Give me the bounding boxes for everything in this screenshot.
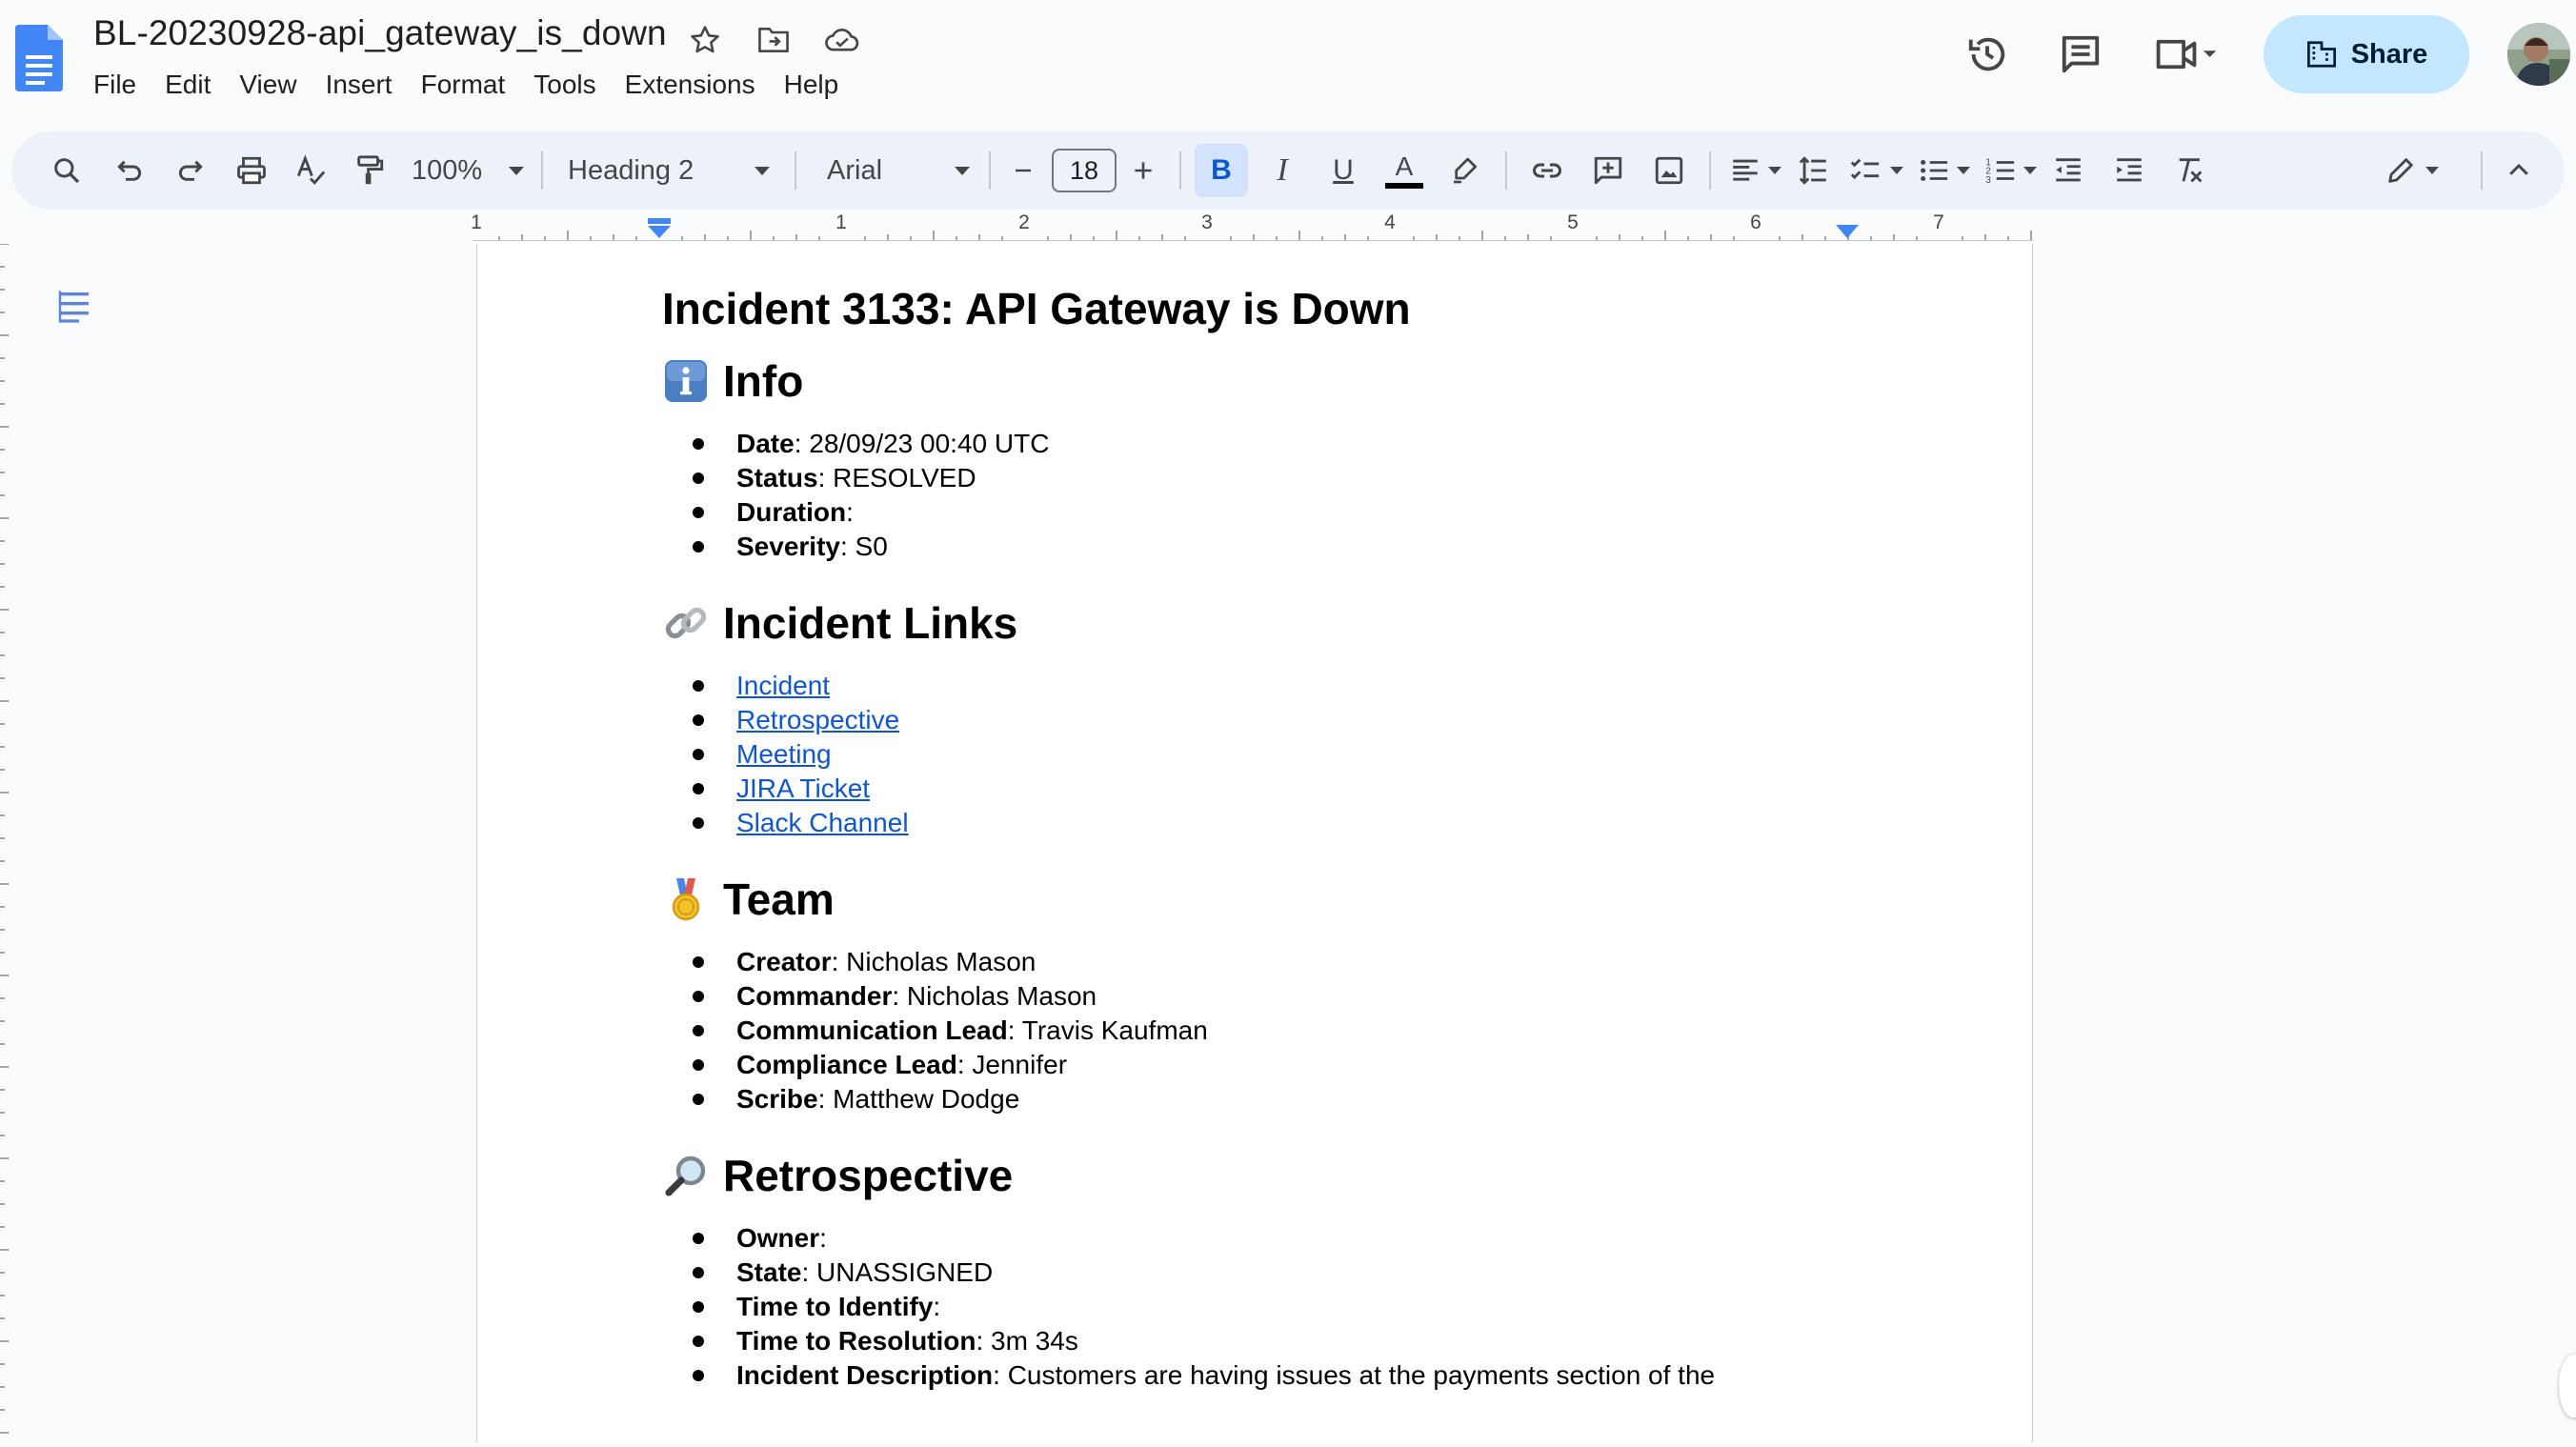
item-value: : 28/09/23 00:40 UTC	[794, 429, 1050, 458]
list-item	[693, 806, 1901, 840]
cloud-saved-icon[interactable]	[821, 19, 863, 61]
document-outline-icon[interactable]	[55, 288, 93, 326]
increase-indent-icon[interactable]	[2107, 144, 2151, 197]
font-value: Arial	[827, 154, 883, 186]
top-header	[0, 0, 2576, 118]
redo-icon[interactable]	[164, 144, 217, 197]
ruler-label: 3	[1201, 211, 1213, 233]
menu-extensions[interactable]: Extensions	[624, 70, 755, 99]
search-menus-icon[interactable]	[40, 144, 93, 197]
star-icon[interactable]	[684, 19, 726, 61]
svg-text:1: 1	[1985, 157, 1991, 169]
item-value: : Nicholas Mason	[892, 981, 1097, 1011]
chevron-down-icon[interactable]	[1890, 167, 1903, 174]
info-emoji-icon	[662, 357, 710, 405]
item-value: : Travis Kaufman	[1007, 1015, 1208, 1045]
item-value: :	[846, 497, 854, 527]
style-value: Heading 2	[568, 154, 694, 186]
divider	[1505, 151, 1507, 190]
incident-link[interactable]: Incident	[736, 671, 831, 700]
clear-formatting-icon[interactable]	[2168, 144, 2212, 197]
list-item[interactable]	[693, 427, 1901, 461]
section-heading-info[interactable]	[662, 352, 1901, 410]
list-item[interactable]	[693, 461, 1901, 495]
divider	[1709, 151, 1711, 190]
font-size-input[interactable]: 18	[1052, 149, 1117, 192]
section-heading-text: Team	[723, 874, 835, 924]
section-heading-text: Incident Links	[723, 598, 1018, 648]
chevron-down-icon[interactable]	[1768, 167, 1781, 174]
horizontal-ruler[interactable]	[0, 211, 2576, 244]
divider	[989, 151, 991, 190]
item-label: Compliance Lead	[736, 1050, 957, 1079]
list-item[interactable]	[693, 945, 1901, 979]
numbered-list-icon[interactable]	[1980, 144, 2022, 197]
document-body[interactable]	[662, 282, 1901, 1423]
collapse-toolbar-icon[interactable]	[2492, 144, 2546, 197]
underline-button[interactable]: U	[1333, 154, 1354, 186]
divider	[2481, 151, 2483, 190]
font-select[interactable]	[827, 155, 970, 187]
building-icon	[2305, 40, 2338, 69]
item-value: : Nicholas Mason	[831, 947, 1036, 976]
item-label: Time to Resolution	[736, 1326, 976, 1356]
list-item[interactable]	[693, 530, 1901, 564]
bullet	[693, 1336, 704, 1347]
document-canvas	[0, 244, 2576, 1442]
italic-button[interactable]: I	[1277, 152, 1288, 188]
increase-font-size-icon[interactable]	[1120, 144, 1166, 197]
medal-emoji-icon	[662, 875, 710, 923]
highlight-icon[interactable]	[1439, 144, 1492, 197]
item-label: Communication Lead	[736, 1015, 1008, 1045]
section-heading-text: Info	[723, 356, 804, 406]
list-item[interactable]	[693, 1324, 1901, 1358]
ruler-label: 7	[1933, 211, 1944, 233]
bullet	[693, 1233, 704, 1244]
team-list	[693, 945, 1901, 1116]
bullet	[693, 1301, 704, 1313]
document-heading[interactable]: Incident 3133: API Gateway is Down	[662, 284, 1411, 333]
item-value: : UNASSIGNED	[801, 1257, 994, 1287]
bullet	[693, 472, 704, 484]
list-item[interactable]	[693, 1082, 1901, 1116]
item-label: Incident Description	[736, 1360, 994, 1390]
bullet	[693, 817, 704, 829]
list-item[interactable]	[693, 1048, 1901, 1082]
divider	[795, 151, 796, 190]
item-value: : 3m 34s	[976, 1326, 1078, 1356]
text-color-swatch	[1385, 183, 1423, 189]
ruler-ticks	[0, 211, 2576, 244]
text-color-icon[interactable]: A	[1378, 144, 1431, 197]
list-item[interactable]	[693, 1256, 1901, 1290]
ruler-label: 5	[1567, 211, 1579, 233]
links-list	[693, 669, 1901, 840]
paragraph-style-select[interactable]	[568, 155, 770, 187]
zoom-select[interactable]	[412, 155, 524, 187]
bullet	[693, 1267, 704, 1278]
header-actions	[1961, 13, 2576, 95]
checklist-icon[interactable]	[1842, 144, 1888, 197]
list-item[interactable]	[693, 1290, 1901, 1324]
bullet	[693, 783, 704, 794]
meet-video-icon[interactable]	[2147, 28, 2224, 81]
bullet	[693, 749, 704, 760]
avatar[interactable]	[2507, 23, 2570, 86]
ruler-label: 2	[1018, 211, 1030, 233]
bulleted-list-icon[interactable]	[1913, 144, 1955, 197]
item-value: : Matthew Dodge	[817, 1084, 1020, 1114]
chevron-down-icon	[755, 167, 770, 175]
item-label: Scribe	[736, 1084, 818, 1114]
title-actions	[684, 19, 863, 61]
share-label: Share	[2350, 38, 2428, 70]
bullet	[693, 680, 704, 692]
spellcheck-icon[interactable]	[284, 144, 337, 197]
document-title[interactable]: BL-20230928-api_gateway_is_down	[93, 13, 667, 52]
chevron-down-icon	[509, 167, 524, 175]
menu-file[interactable]: File	[93, 70, 137, 99]
comments-icon[interactable]	[2054, 28, 2107, 81]
decrease-font-size-icon[interactable]	[1004, 144, 1042, 197]
menu-edit[interactable]: Edit	[165, 70, 211, 99]
link-emoji-icon	[662, 599, 710, 647]
menu-format[interactable]: Format	[420, 70, 506, 99]
item-value: :	[933, 1292, 941, 1321]
bullet	[693, 507, 704, 518]
retrospective-list	[693, 1221, 1901, 1393]
section-heading-links[interactable]	[662, 594, 1901, 652]
line-spacing-icon[interactable]	[1791, 144, 1837, 197]
bullet	[693, 991, 704, 1002]
chevron-down-icon[interactable]	[2023, 167, 2037, 174]
item-value: : Jennifer	[956, 1050, 1068, 1079]
version-history-icon[interactable]	[1961, 28, 2014, 81]
undo-icon[interactable]	[103, 144, 156, 197]
list-item[interactable]	[693, 1221, 1901, 1256]
print-icon[interactable]	[225, 144, 278, 197]
bullet	[693, 1025, 704, 1036]
paint-format-icon[interactable]	[343, 144, 396, 197]
list-item	[693, 703, 1901, 737]
document-page[interactable]	[476, 244, 2033, 1442]
bullet	[693, 1059, 704, 1071]
menu-insert[interactable]: Insert	[325, 70, 392, 99]
menu-tools[interactable]: Tools	[533, 70, 596, 99]
list-item	[693, 669, 1901, 703]
ruler-label: 6	[1750, 211, 1761, 233]
svg-text:3: 3	[1985, 174, 1991, 186]
divider	[1179, 151, 1181, 190]
item-label: Severity	[736, 532, 840, 561]
list-item[interactable]	[693, 1014, 1901, 1048]
bullet	[693, 541, 704, 553]
ruler-baseline	[473, 240, 2033, 241]
item-value: :	[819, 1223, 827, 1253]
item-value: : RESOLVED	[817, 463, 976, 492]
section-heading-retrospective[interactable]	[662, 1147, 1901, 1204]
bullet	[693, 714, 704, 726]
editing-mode-icon[interactable]	[2378, 144, 2424, 197]
share-button[interactable]	[2264, 15, 2469, 93]
meeting-link[interactable]: Meeting	[736, 739, 832, 769]
bullet	[693, 1094, 704, 1105]
item-label: Time to Identify	[736, 1292, 934, 1321]
slack-channel-link[interactable]: Slack Channel	[736, 808, 909, 837]
svg-text:2: 2	[1985, 166, 1991, 177]
section-heading-text: Retrospective	[723, 1151, 1014, 1200]
jira-ticket-link[interactable]: JIRA Ticket	[736, 774, 871, 803]
item-value: : Customers are having issues at the payments section of the	[993, 1360, 1716, 1390]
align-icon[interactable]	[1724, 144, 1766, 197]
list-item[interactable]	[693, 979, 1901, 1014]
section-heading-team[interactable]	[662, 871, 1901, 928]
item-label: Creator	[736, 947, 832, 976]
chevron-down-icon[interactable]	[1957, 167, 1970, 174]
item-value: : S0	[839, 532, 888, 561]
ruler-label: 1	[471, 211, 482, 233]
add-comment-icon[interactable]	[1581, 144, 1635, 197]
divider	[541, 151, 543, 190]
decrease-indent-icon[interactable]	[2046, 144, 2090, 197]
side-panel-handle[interactable]	[2559, 1355, 2576, 1417]
bullet	[693, 956, 704, 968]
insert-image-icon[interactable]	[1642, 144, 1696, 197]
bullet	[693, 1370, 704, 1381]
link-icon[interactable]	[1520, 144, 1574, 197]
list-item[interactable]	[693, 1358, 1901, 1393]
menu-bar	[93, 67, 867, 103]
item-label: State	[736, 1257, 802, 1287]
list-item	[693, 737, 1901, 772]
ruler-label: 1	[835, 211, 847, 233]
chevron-down-icon[interactable]	[2425, 167, 2439, 174]
retrospective-link[interactable]: Retrospective	[736, 705, 900, 734]
menu-help[interactable]: Help	[783, 70, 839, 99]
zoom-value: 100%	[412, 154, 483, 186]
item-label: Date	[736, 429, 795, 458]
ruler-label: 4	[1384, 211, 1396, 233]
item-label: Commander	[736, 981, 893, 1011]
formatting-toolbar	[11, 131, 2565, 210]
menu-view[interactable]: View	[239, 70, 297, 99]
bold-button[interactable]: B	[1195, 144, 1248, 197]
list-item[interactable]	[693, 495, 1901, 530]
item-label: Duration	[736, 497, 847, 527]
move-folder-icon[interactable]	[753, 19, 795, 61]
chevron-down-icon	[955, 167, 970, 175]
bullet	[693, 438, 704, 450]
magnifier-emoji-icon	[662, 1152, 710, 1199]
item-label: Status	[736, 463, 818, 492]
item-label: Owner	[736, 1223, 820, 1253]
info-list	[693, 427, 1901, 564]
docs-logo-icon[interactable]	[15, 25, 63, 91]
list-item	[693, 772, 1901, 806]
right-indent-marker[interactable]	[1835, 223, 1860, 242]
left-indent-marker[interactable]	[647, 217, 672, 242]
